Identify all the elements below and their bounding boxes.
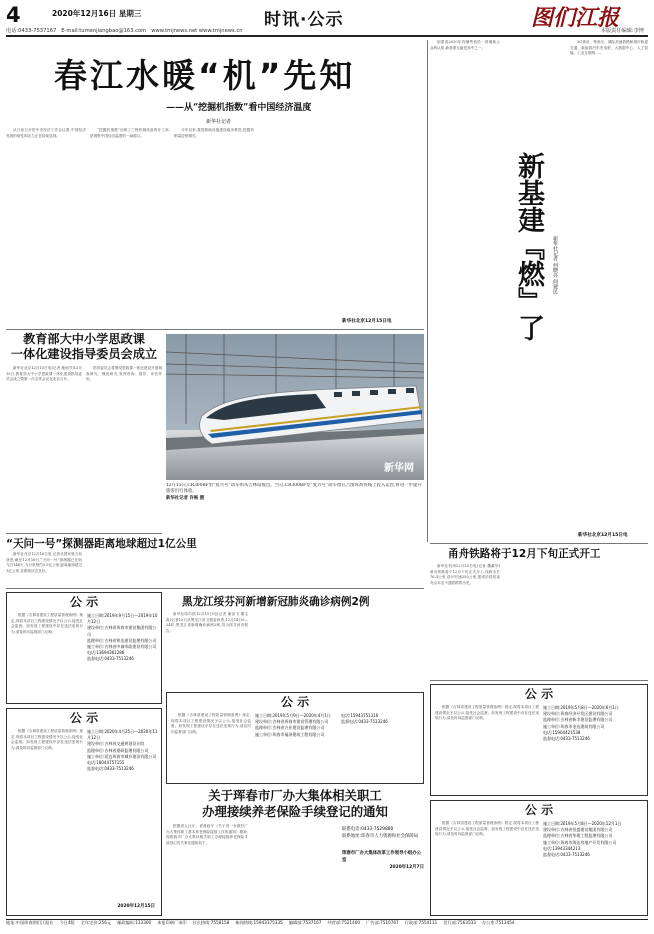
contact-bar <box>6 27 648 34</box>
notice-2-builder: 建设单位:吉林省交通规划设计院 <box>87 741 145 747</box>
notice-3-heading: 公 示 <box>280 695 310 709</box>
xinjijian-article <box>430 40 648 540</box>
notice-2-body <box>11 729 83 889</box>
photo-watermark: 新华网 <box>384 463 414 474</box>
social-col-2 <box>254 824 336 916</box>
heilongjiang-title: 黑龙江绥芬河新增新冠肺炎确诊病例2例 <box>182 596 370 608</box>
notice-4-builder: 建设单位:珲春经济开发区建设有限公司 <box>543 711 613 717</box>
footer-item: 社长热线:7558158 <box>192 920 230 925</box>
notice-5-heading: 公 示 <box>524 803 554 817</box>
notice-2-details <box>87 729 159 772</box>
xinjijian-col-1 <box>430 40 500 540</box>
lead-text-b: “挖掘机指数”反映了工程机械设备的开工率,是观察中国经济温度的一扇窗口。 <box>90 128 170 138</box>
notice-4-tel: 监督电话:0433-7513246 <box>543 736 590 742</box>
notice-4-body-text: 根据《吉林省建设工程质量管理条例》规定,现将本项目工程建设情况予以公示,接受社会监督。如发现工程建设中存在违法违规行为,请及时向监督部门反映。 <box>435 705 539 721</box>
social-text: 根据省人社厅、省财政厅《关于进一步做好厂办大集体职工基本养老保险接续工作的通知》精神,现将我市厂办大集体相关职工办理接续养老保险手续登记有关事宜通知如下。 <box>166 824 248 845</box>
notice-3-body <box>171 713 251 781</box>
notice-2-phone: 电话:18044757155 <box>87 760 125 766</box>
notice-4-phone: 电话:15904421538 <box>543 729 581 735</box>
edu-title-1: 教育部大中小学思政课 <box>23 332 145 346</box>
lead-column-5 <box>342 128 422 324</box>
footer-item: 广告部:7510767 <box>366 920 399 925</box>
notice-5 <box>430 800 648 916</box>
rule <box>6 533 162 534</box>
notice-1 <box>6 592 162 704</box>
notice-3-details <box>255 713 337 738</box>
notice-4-body <box>435 705 539 793</box>
notice-3-contractor: 施工单位:珲春市福泽建筑工程有限公司 <box>255 731 325 737</box>
tianwen-title: “天问一号”探测器距离地球超过1亿公里 <box>6 538 197 550</box>
edu-col-2 <box>86 366 162 532</box>
xinjijian-col-2 <box>504 40 566 150</box>
notice-1-builder: 建设单位:吉林省珲春市建设集团有限公司 <box>87 625 157 637</box>
notice-4-heading: 公 示 <box>524 687 554 701</box>
edu-text-a: 新华社北京12月15日电(记者 施雨岑)12月15日,教育部大中小学思政课一体化建设指导委员会成立暨第一次全体会议在北京召开。 <box>6 366 82 382</box>
masthead <box>6 3 648 35</box>
page-number: 4 <box>6 3 21 27</box>
xinjijian-credit: 新华社北京12月15日电 <box>578 533 628 538</box>
caption-text-1: 12月15日,CR300BF型“复兴号”动车组从吉林站驶出。当日,CR300BF型“复兴号”动车组在吉图珲高铁线上投入运营,将进一步提升旅客出行体验。 <box>166 483 422 495</box>
notice-3-tel: 监督电话:0433-7513246 <box>341 719 388 725</box>
tianwen-article <box>6 536 424 586</box>
notice-5-body <box>435 821 539 913</box>
notice-5-builder: 建设单位:吉林省恒盛建设集团有限公司 <box>543 827 613 833</box>
notice-2-contractor: 施工单位:延边珲春市城乡建设有限公司 <box>87 753 157 759</box>
lead-column-4 <box>258 128 338 324</box>
footer-item: 全年定价:256元 <box>80 920 112 925</box>
lead-text-a: 从日前召开的中央经济工作会议看,中国经济发展的韧性和活力正在持续显现。 <box>6 128 86 138</box>
notice-4-supervisor: 监理单位:吉林省新丰建设监理有限公司 <box>543 717 613 723</box>
footer-item: 新闻热线:15943375335 <box>235 920 283 925</box>
tianwen-col-4 <box>342 538 422 586</box>
social-notice <box>166 788 424 916</box>
lead-credit: 新华社北京12月15日电 <box>342 319 392 324</box>
notice-2-supervisor: 监理单位:吉林省建研监理有限公司 <box>87 747 149 753</box>
train-photo <box>166 334 424 480</box>
footer <box>6 920 648 933</box>
notice-2 <box>6 708 162 916</box>
edu-text-b: 指导委员会将围绕思政课一体化建设开展调查研究、理论研究,发挥咨询、指导、评估作用。 <box>86 366 162 382</box>
xinjijian-text-a: 如果说2020年有哪些词语一再刷新公众的认知,新基建无疑是其中之一。 <box>430 40 500 50</box>
footer-item: 地址:中国珲春图们江报社 <box>6 920 54 925</box>
lead-column-1 <box>6 128 86 324</box>
notice-1-contractor: 施工单位:吉林省中诚市政建设有限公司 <box>87 644 157 650</box>
notice-3-supervisor: 监理单位:吉林省兴业建设监理有限公司 <box>255 725 325 731</box>
rule <box>6 588 424 589</box>
notice-2-project: 施工日期:2020年4月25日—2020年11月12日 <box>87 729 158 741</box>
notice-5-supervisor: 监理单位:吉林省华建工程监理有限公司 <box>543 833 613 839</box>
xinjijian-byline: 新华社记者 何晓亮 何建民 <box>552 236 558 295</box>
lead-title: 春江水暖“机”先知 <box>54 56 356 95</box>
issue-date: 2020年12月16日 星期三 <box>52 9 142 18</box>
notice-4 <box>430 684 648 796</box>
masthead-rule <box>6 35 648 37</box>
edu-col-1 <box>6 366 82 532</box>
notice-2-heading: 公 示 <box>69 711 99 725</box>
section-title: 时讯·公示 <box>264 10 344 30</box>
footer-item: 编辑部:7537167 <box>288 920 322 925</box>
notice-5-contractor: 施工单位:珲春市海达房地产开发有限公司 <box>543 839 617 845</box>
hlj-col-3 <box>342 612 424 686</box>
website: www.tmjnews.net www.tmjnews.cn <box>151 28 243 34</box>
social-contact-2: 联系地址:珲春市人力资源和社会保障局 <box>342 834 419 839</box>
footer-item: 办公室:7513454 <box>481 920 515 925</box>
notice-5-phone: 电话:13943344213 <box>543 845 581 851</box>
footer-item: 经营部:7521400 <box>327 920 361 925</box>
email: E-mail:tumenjiangbao@163.com <box>61 28 147 34</box>
edu-article <box>6 332 162 532</box>
yz-col-3 <box>578 564 648 678</box>
lead-byline: 新华社记者 <box>206 119 232 125</box>
footer-item: 发行部:7563533 <box>443 920 476 925</box>
hlj-col-1 <box>166 612 248 686</box>
yongzhou-title: 甬舟铁路将于12月下旬正式开工 <box>448 548 601 560</box>
notice-4-details <box>543 705 645 742</box>
tianwen-col-1 <box>6 552 82 586</box>
notice-5-project: 施工日期:2019年5月8日—2020年12月1日 <box>543 821 622 826</box>
notice-3 <box>166 692 424 784</box>
lead-article <box>6 40 424 327</box>
yz-col-2 <box>504 564 574 678</box>
tianwen-text-a: 新华社北京12月16日电 记者从国家航天局获悉,截至12月16日,“天问一号”探测器已在轨飞行146天,飞行里程约3.5亿公里,距离地球超过1亿公里,各系统状态良好。 <box>6 552 82 573</box>
notice-4-contractor: 施工单位:珲春市金达建筑有限公司 <box>543 723 605 729</box>
rule <box>430 543 648 544</box>
notice-4-project: 施工日期:2019年5月8日—2020年6月1日 <box>543 705 619 710</box>
phone: 电话:0433-7537167 <box>6 28 57 34</box>
lead-subtitle: ——从“挖掘机指数”看中国经济温度 <box>166 103 312 113</box>
footer-item: 本报印刷厂承印 <box>157 920 187 925</box>
footer-item: 邮政编码:133300 <box>117 920 152 925</box>
notice-3-phone: 电话:15943751316 <box>341 713 379 718</box>
yongzhou-text-a: 新华社杭州12月15日电(记者 魏董华)甬舟铁路将于12月下旬正式开工,线路全长76.4公里,设计时速250公里,建成后将结束舟山本岛不通铁路的历史。 <box>430 564 500 585</box>
social-sign <box>342 826 424 871</box>
notice-5-body-text: 根据《吉林省建设工程质量管理条例》规定,现将本项目工程建设情况予以公示,接受社会监督。如发现工程建设中存在违法违规行为,请及时向监督部门反映。 <box>435 821 539 837</box>
notice-2-body-text: 根据《吉林省建设工程质量管理条例》规定,现将本项目工程建设情况予以公示,接受社会监督。如发现工程建设中存在违法违规行为,请及时向监督部门反映。 <box>11 729 83 750</box>
paper-logo: 图们江报 <box>531 5 620 31</box>
notice-1-supervisor: 监理单位:吉林省和达建设监理有限公司 <box>87 637 157 643</box>
lead-column-2 <box>90 128 170 324</box>
notice-1-project: 施工日期:2019年9月15日—2019年10月12日 <box>87 613 158 625</box>
heilongjiang-text-a: 新华社哈尔滨12月15日电(记者 谢剑飞 董宝森)记者15日从黑龙江省卫健委获悉,12月14日0—24时,黑龙江省新增确诊病例2例,均为绥芬河市报告。 <box>166 612 248 633</box>
xinjijian-col-3 <box>570 40 648 540</box>
notice-2-date: 2020年12月15日 <box>117 904 155 909</box>
editor: 本版责任编辑:李博 <box>600 28 644 34</box>
rule <box>6 329 424 330</box>
social-col-1 <box>166 824 248 916</box>
notice-2-tel: 监督电话:0433-7513246 <box>87 766 134 772</box>
notice-1-body-text: 根据《吉林省建设工程质量管理条例》规定,现将本项目工程建设情况予以公示,接受社会监督。如发现工程建设中存在违法违规行为,请及时向监督部门反映。 <box>11 613 83 634</box>
social-date: 2020年12月7日 <box>389 865 424 870</box>
notice-3-contacts <box>341 713 421 725</box>
notice-1-phone: 电话:13694361286 <box>87 650 125 656</box>
lead-text-c: 今年以来,我国基础设施建设稳步推进,挖掘机销量逆势增长。 <box>174 128 254 138</box>
hlj-col-2 <box>254 612 336 686</box>
xinjijian-text-b: 5G基站、特高压、城际高速铁路和城市轨道交通、新能源汽车充电桩、大数据中心、人工智能、工业互联网…… <box>570 40 648 56</box>
social-title-2: 办理接续养老保险手续登记的通知 <box>202 804 388 819</box>
social-contact-1: 联系电话:0433-7529880 <box>342 827 394 832</box>
notice-1-details <box>87 613 159 663</box>
yz-col-1 <box>430 564 500 678</box>
footer-item: 行政部:7554111 <box>404 920 438 925</box>
notice-5-details <box>543 821 645 858</box>
yongzhou-article <box>430 546 648 678</box>
notice-5-tel: 监督电话:0433-7513246 <box>543 852 590 858</box>
edu-title-2: 一体化建设指导委员会成立 <box>10 347 158 361</box>
notice-1-body <box>11 613 83 701</box>
notice-3-project: 施工日期:2019年5月9日—2020年4月1日 <box>255 713 331 718</box>
lead-column-3 <box>174 128 254 324</box>
notice-3-builder: 建设单位:吉林省珲春市建设管理有限公司 <box>255 719 329 725</box>
photo-caption <box>166 483 424 533</box>
caption-credit: 新华社记者 许畅 摄 <box>166 495 205 501</box>
tianwen-col-2 <box>86 552 162 586</box>
xinjijian-title: 新基建『燃』了 <box>513 152 544 341</box>
rule <box>427 40 428 542</box>
notice-1-tel: 监督电话:0433-7513246 <box>87 656 134 662</box>
footer-item: 今日4版 <box>59 920 75 925</box>
tianwen-col-3 <box>256 538 336 586</box>
heilongjiang-article <box>166 592 424 688</box>
notice-1-heading: 公 示 <box>69 595 99 609</box>
xinjijian-col-2b <box>504 340 566 540</box>
notice-3-body-text: 根据《吉林省建设工程质量管理条例》规定,现将本项目工程建设情况予以公示,接受社会监督。如发现工程建设中存在违法违规行为,请及时向监督部门反映。 <box>171 713 251 734</box>
social-office: 珲春市厂办大集体改革工作领导小组办公室 <box>342 851 422 863</box>
social-title-1: 关于珲春市厂办大集体相关职工 <box>208 788 382 803</box>
rule <box>430 680 648 681</box>
